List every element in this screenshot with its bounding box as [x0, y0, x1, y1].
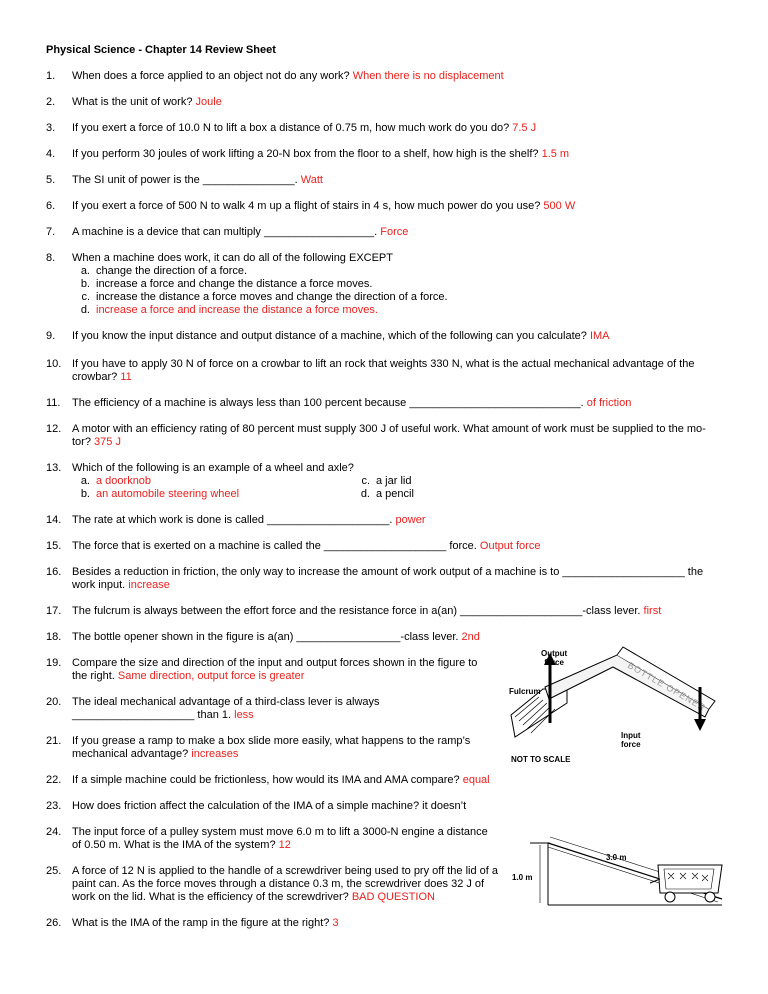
- question-text: What is the IMA of the ramp in the figure at the right?: [72, 917, 330, 929]
- not-to-scale-label: NOT TO SCALE: [511, 755, 571, 764]
- option-8d-answer: d. increase a force and increase the distance a force moves.: [80, 304, 378, 316]
- question-text: The input force of a pulley system must move 6.0 m to lift a 3000-N engine a distance: [72, 826, 488, 838]
- question-text: A motor with an efficiency rating of 80 percent must supply 300 J of useful work. What amount of work must be supplied to the mo-: [72, 423, 706, 435]
- option-8a: a. change the direction of a force.: [80, 265, 248, 277]
- page-title: Physical Science - Chapter 14 Review Sheet: [46, 44, 276, 56]
- answer: less: [234, 709, 254, 721]
- option-13c: c. a jar lid: [361, 475, 412, 487]
- question-text: The bottle opener shown in the figure is a(an) _________________-class lever.: [72, 631, 459, 643]
- question-text: Which of the following is an example of a wheel and axle?: [72, 462, 354, 474]
- answer: 12: [278, 839, 291, 851]
- question-text: The SI unit of power is the _______________.: [72, 174, 298, 186]
- answer: increases: [191, 748, 239, 760]
- answer: Same direction, output force is greater: [117, 670, 305, 682]
- answer: 500 W: [543, 200, 576, 212]
- question-text: If you exert a force of 10.0 N to lift a box a distance of 0.75 m, how much work do you do?: [72, 122, 510, 134]
- answer: 7.5 J: [512, 122, 537, 134]
- option-13d: d. a pencil: [360, 488, 414, 500]
- question-text: If you have to apply 30 N of force on a crowbar to lift an rock that weights 330 N, what is the actual mechanical advantage of the: [72, 358, 695, 370]
- answer: Watt: [300, 174, 323, 186]
- option-8b: b. increase a force and change the distance a force moves.: [80, 278, 373, 290]
- option-13a-answer: a. a doorknob: [80, 475, 152, 487]
- option-13b-answer: b. an automobile steering wheel: [80, 488, 240, 500]
- answer: 375 J: [94, 436, 121, 448]
- ramp-figure: [510, 835, 730, 930]
- question-text: The fulcrum is always between the effort force and the resistance force in a(an) ____________________-class lever.: [72, 605, 641, 617]
- answer: When there is no displacement: [352, 70, 504, 82]
- question-text: The ideal mechanical advantage of a third-class lever is always: [72, 696, 380, 708]
- answer: IMA: [589, 330, 610, 342]
- cart-icon: [650, 865, 722, 902]
- question-text: If you exert a force of 500 N to walk 4 m up a flight of stairs in 4 s, how much power do you use?: [72, 200, 541, 212]
- question-text: How does friction affect the calculation of the IMA of a simple machine? it doesn’t: [72, 800, 467, 812]
- question-text: Besides a reduction in friction, the only way to increase the amount of work output of a machine is to ____________________ the: [72, 566, 704, 578]
- bottle-opener-text: BOTTLE OPENER: [626, 660, 708, 713]
- bottle-opener-figure: [505, 645, 730, 770]
- question-text: If you know the input distance and output distance of a machine, which of the following can you calculate?: [72, 330, 587, 342]
- answer: 11: [120, 371, 132, 383]
- answer: equal: [462, 774, 490, 786]
- answer: increase: [128, 579, 170, 591]
- question-text: A force of 12 N is applied to the handle of a screwdriver being used to pry off the lid of a: [72, 865, 498, 877]
- answer: of friction: [586, 397, 632, 409]
- answer: 1.5 m: [541, 148, 570, 160]
- question-text: The efficiency of a machine is always less than 100 percent because ____________________________.: [72, 397, 584, 409]
- question-text: The force that is exerted on a machine is called the ____________________ force.: [72, 540, 477, 552]
- answer: first: [643, 605, 662, 617]
- question-text: The rate at which work is done is called ____________________.: [72, 514, 393, 526]
- input-force-label: Input force: [621, 731, 641, 749]
- fulcrum-label: Fulcrum: [509, 687, 541, 696]
- output-force-label: Output force: [541, 649, 568, 667]
- ramp-height-label: 1.0 m: [512, 873, 533, 882]
- question-text: A machine is a device that can multiply __________________.: [72, 226, 378, 238]
- question-text: When does a force applied to an object not do any work?: [72, 70, 350, 82]
- answer: power: [395, 514, 426, 526]
- question-text: If a simple machine could be frictionless, how would its IMA and AMA compare?: [72, 774, 460, 786]
- answer: 2nd: [461, 631, 480, 643]
- ramp-length-label: 3.0 m: [606, 853, 627, 862]
- question-text: When a machine does work, it can do all of the following EXCEPT: [72, 252, 393, 264]
- answer: 3: [332, 917, 339, 929]
- question-text: If you perform 30 joules of work lifting a 20-N box from the floor to a shelf, how high is the shelf?: [72, 148, 539, 160]
- answer: Joule: [195, 96, 222, 108]
- question-text: Compare the size and direction of the input and output forces shown in the figure to: [72, 657, 478, 669]
- answer: BAD QUESTION: [351, 891, 435, 903]
- bottle-opener-drawing: [505, 645, 730, 770]
- answer: Output force: [479, 540, 541, 552]
- question-text: If you grease a ramp to make a box slide more easily, what happens to the ramp’s: [72, 735, 471, 747]
- ramp-drawing: [510, 835, 730, 930]
- option-8c: c. increase the distance a force moves and change the direction of a force.: [81, 291, 448, 303]
- question-text: What is the unit of work?: [72, 96, 193, 108]
- answer: Force: [380, 226, 409, 238]
